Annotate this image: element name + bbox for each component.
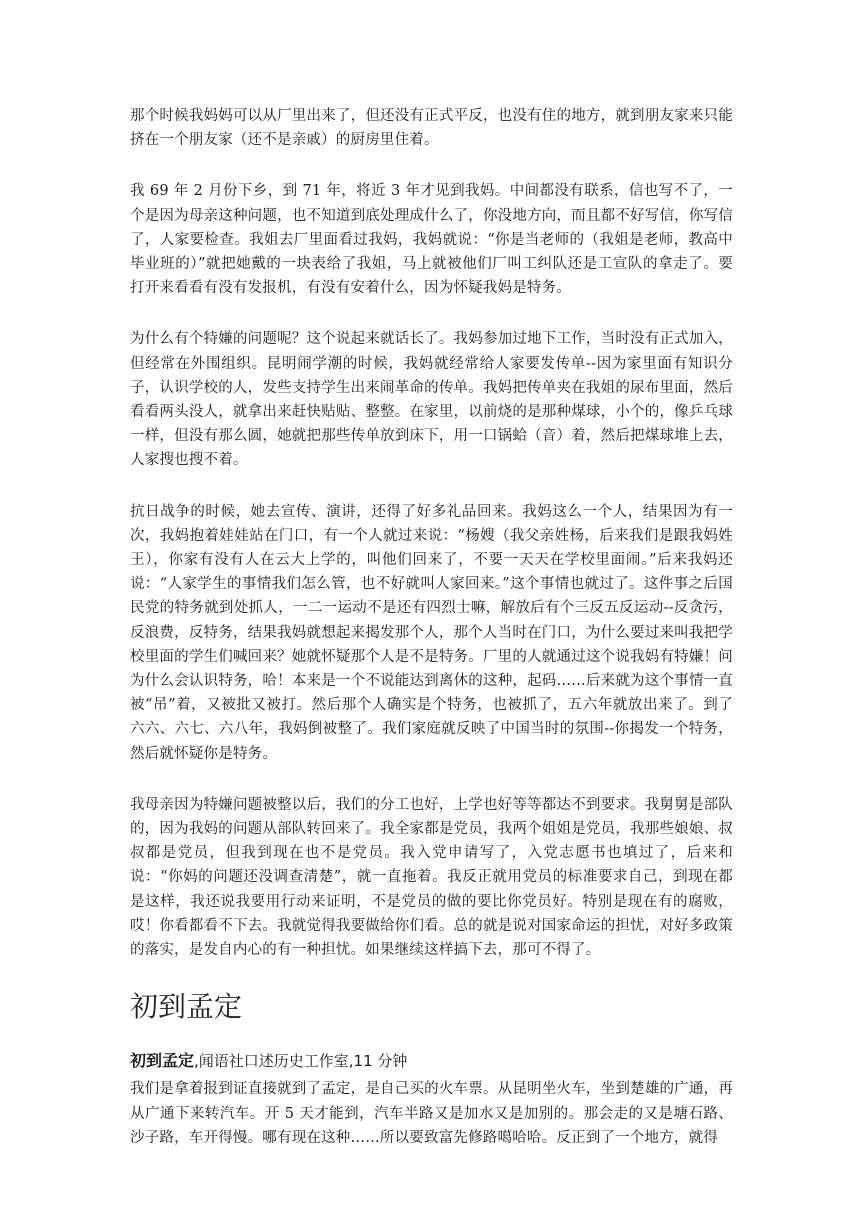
subtitle-source: ,闻语社口述历史工作室,11 分钟 <box>194 1052 408 1071</box>
paragraph: 我母亲因为特嫌问题被整以后，我们的分工也好，上学也好等等都达不到要求。我舅舅是部队的，因为我妈的问题从部队转回来了。我全家都是党员，我两个姐姐是党员，我那些娘娘、叔叔都是党员，但我到现在也不是党员。我入党申请写了，入党志愿书也填过了，后来和说：“你妈的问题还没调查清楚”，就一直拖着。我反正就用党员的标准要求自己，到现在都是这样，我还说我要用行动来证明，不是党员的做的要比你党员好。特别是现在有的腐败，哎！你看都看不下去。我就觉得我要做给你们看。总的就是说对国家命运的担忧，对好多政策的落实，是发自内心的有一种担忧。如果继续这样搞下去，那可不得了。 <box>130 796 733 959</box>
paragraph: 那个时候我妈妈可以从厂里出来了，但还没有正式平反，也没有住的地方，就到朋友家来只能挤在一个朋友家（还不是亲戚）的厨房里住着。 <box>130 108 733 149</box>
section-heading: 初到孟定 <box>130 990 243 1024</box>
paragraph: 为什么有个特嫌的问题呢？这个说起来就话长了。我妈参加过地下工作，当时没有正式加入，但经常在外围组织。昆明闹学潮的时候，我妈就经常给人家要发传单--因为家里面有知识分子，认识学校的人，发些支持学生出来闹革命的传单。我妈把传单夹在我姐的尿布里面，然后看看两头没人，就拿出来赶快贴贴、整整。在家里，以前烧的是那种煤球，小个的，像乒乓球一样，但没有那么圆，她就把那些传单放到床下，用一口锅蛤（音）着，然后把煤球堆上去，人家搜也搜不着。 <box>130 331 733 469</box>
subtitle-title: 初到孟定 <box>130 1051 195 1071</box>
paragraph: 抗日战争的时候，她去宣传、演讲，还得了好多礼品回来。我妈这么一个人，结果因为有一次，我妈抱着娃娃站在门口，有一个人就过来说：“杨嫂（我父亲姓杨，后来我们是跟我妈姓王），你家有没有人在云大上学的，叫他们回来了，不要一天天在学校里面闹。”后来我妈还说：“人家学生的事情我们怎么管，也不好就叫人家回来。”这个事情也就过了。这件事之后国民党的特务就到处抓人，一二一运动不是还有四烈士嘛，解放后有个三反五反运动--反贪污，反浪费，反特务，结果我妈就想起来揭发那个人，那个人当时在门口，为什么要过来叫我把学校里面的学生们喊回来？她就怀疑那个人是不是特务。厂里的人就通过这个说我妈有特嫌！问为什么会认识特务，哈！本来是一个不说能达到离休的这种，起码……后来就为这个事情一直被“吊”着，又被批又被打。然后那个人确实是个特务，也被抓了，五六年就放出来了。到了六六、六七、六八年，我妈倒被整了。我们家庭就反映了中国当时的氛围--你揭发一个特务，然后就怀疑你是特务。 <box>130 503 733 762</box>
section-subtitle <box>130 1049 733 1073</box>
document-body <box>130 104 733 1177</box>
paragraph: 我们是拿着报到证直接就到了孟定，是自己买的火车票。从昆明坐火车，坐到楚雄的广通，再从广通下来转汽车。开 5 天才能到，汽车半路又是加水又是加别的。那会走的又是塘石路、沙子路，车开得慢。哪有现在这种……所以要致富先修路噶哈哈。反正到了一个地方，就得 <box>130 1081 733 1146</box>
paragraph: 我 69 年 2 月份下乡，到 71 年，将近 3 年才见到我妈。中间都没有联系，信也写不了，一个是因为母亲这种问题，也不知道到底处理成什么了，你没地方向，而且都不好写信，你写信了，人家要检查。我姐去厂里面看过我妈，我妈就说：“你是当老师的（我姐是老师，教高中毕业班的）”就把她戴的一块表给了我姐，马上就被他们厂叫工纠队还是工宣队的拿走了。要打开来看看有没有发报机，有没有安着什么，因为怀疑我妈是特务。 <box>130 183 733 297</box>
